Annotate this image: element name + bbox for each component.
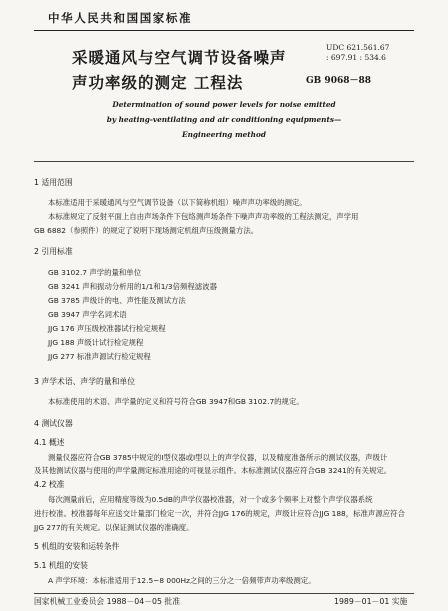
reference-item: JJG 188 声级计试行检定规程: [48, 338, 144, 347]
section-1-para-2b: GB 6882（参照件）的规定了说明下现场测定机组声压级测量方法。: [34, 226, 259, 235]
header-rule: [34, 30, 414, 31]
title-line-2: 声功率级的测定 工程法: [72, 74, 244, 92]
section-4-2-para-2: 进行校准。校准器每年应送交计量部门检定一次，并符合JJG 176的规定，声级计应符合JJG 188，标准声源应符合: [34, 509, 405, 518]
section-1-heading: 1 适用范围: [34, 178, 73, 187]
approval-date: 国家机械工业委员会 1988－04－05 批准: [34, 597, 180, 606]
english-title-line-1: Determination of sound power levels for noise emitted: [112, 100, 336, 109]
footer-rule: [34, 593, 414, 594]
udc-block: [326, 43, 389, 63]
udc-line-1: UDC 621.561.67: [326, 43, 390, 52]
section-5-1-para-1: A 声学环境：本标准适用于12.5~8 000Hz之间的三分之一倍频带声功率级测定。: [48, 576, 316, 585]
section-2-heading: 2 引用标准: [34, 247, 73, 256]
udc-line-2: : 697.91 : 534.6: [326, 53, 386, 62]
english-title-line-3: Engineering method: [182, 130, 266, 139]
reference-item: GB 3102.7 声学的量和单位: [48, 268, 142, 277]
section-4-2-para-1: 每次测量前后，应用精度等级为0.5dB的声学仪器校准器，对一个或多个频率上对整个声学仪器系统: [48, 495, 373, 504]
section-4-1-heading: 4.1 概述: [34, 438, 65, 447]
reference-item: GB 3785 声级计的电、声性能及测试方法: [48, 296, 186, 305]
title-line-1: 采暖通风与空气调节设备噪声: [72, 49, 287, 67]
reference-item: JJG 277 标准声源试行检定规程: [48, 352, 151, 361]
issuer-heading: 中华人民共和国国家标准: [48, 11, 193, 25]
section-4-1-para-1: 测量仪器应符合GB 3785中规定的I型仪器或I型以上的声学仪器，以及精度准备所示的测试仪器，声级计: [48, 453, 388, 462]
section-4-2-heading: 4.2 校准: [34, 480, 65, 489]
section-4-heading: 4 测试仪器: [34, 419, 73, 428]
section-4-1-para-2: 及其他测试仪器与使用的声学量测定标准用途的可视显示组件。本标准测试仪器应符合GB 3241的有关规定。: [34, 466, 392, 475]
reference-item: JJG 176 声压级校准器试行检定规程: [48, 324, 166, 333]
section-4-2-para-3: JJG 277的有关规定。以保证测试仪器的准确度。: [34, 523, 194, 532]
section-3-heading: 3 声学术语、声学的量和单位: [34, 377, 136, 386]
reference-item: GB 3241 声和振动分析用的1/1和1/3倍频程滤波器: [48, 282, 217, 291]
title-rule: [34, 161, 414, 162]
gb-number: GB 9068－88: [306, 76, 371, 86]
section-5-1-heading: 5.1 机组的安装: [34, 561, 88, 570]
english-title-line-2: by heating-ventilating and air conditioning equipments—: [106, 115, 342, 124]
section-1-para-2a: 本标准规定了反射平面上自由声场条件下包络测声场条件下噪声声功率级的工程法测定，声学用: [48, 212, 359, 221]
reference-item: GB 3947 声学名词术语: [48, 310, 127, 319]
section-5-heading: 5 机组的安装和运转条件: [34, 542, 120, 551]
section-3-para-1: 本标准使用的术语、声学量的定义和符号符合GB 3947和GB 3102.7的规定。: [48, 397, 304, 406]
implementation-date: 1989－01－01 实施: [334, 597, 408, 606]
section-1-para-1: 本标准适用于采暖通风与空气调节设备（以下简称机组）噪声声功率级的测定。: [48, 198, 307, 207]
